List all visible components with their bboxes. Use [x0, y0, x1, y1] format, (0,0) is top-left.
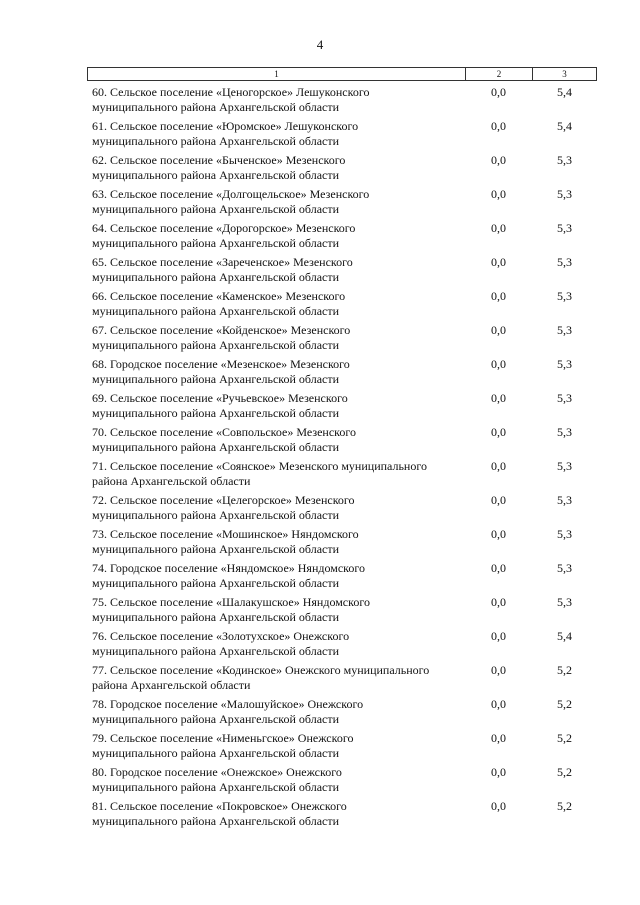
value-cell-col3: 5,4: [557, 85, 572, 99]
settlement-district-line: муниципального района Архангельской области: [92, 167, 340, 182]
value-cell-col3: 5,3: [557, 561, 572, 575]
value-cell-col2: 0,0: [491, 85, 506, 99]
settlement-name-line: 81. Сельское поселение «Покровское» Онежского: [92, 799, 347, 813]
settlement-name-line: 73. Сельское поселение «Мошинское» Няндомского: [92, 527, 359, 541]
value-cell-col3: 5,3: [557, 357, 572, 371]
value-cell-col2: 0,0: [491, 323, 506, 337]
settlement-district-line: муниципального района Архангельской области: [92, 405, 340, 420]
settlement-name-line: 80. Городское поселение «Онежское» Онежского: [92, 765, 342, 779]
settlement-name-line: 75. Сельское поселение «Шалакушское» Няндомского: [92, 595, 370, 609]
settlement-name-line: 72. Сельское поселение «Целегорское» Мезенского: [92, 493, 355, 507]
settlement-name-cell: [87, 459, 465, 489]
table-row: [87, 455, 597, 489]
value-cell-col2: 0,0: [491, 697, 506, 711]
value-cell-col2: 0,0: [491, 119, 506, 133]
settlement-name-cell: [87, 697, 465, 727]
settlement-name-line: 64. Сельское поселение «Дорогорское» Мезенского: [92, 221, 356, 235]
settlement-name-line: 60. Сельское поселение «Ценогорское» Лешуконского: [92, 85, 370, 99]
table-row: [87, 761, 597, 795]
table-header-row: [87, 67, 597, 81]
value-cell-col2: 0,0: [491, 663, 506, 677]
settlement-name-line: 65. Сельское поселение «Зареченское» Мезенского: [92, 255, 353, 269]
settlement-district-line: муниципального района Архангельской области: [92, 643, 340, 658]
settlement-district-line: муниципального района Архангельской области: [92, 575, 340, 590]
settlement-district-line: муниципального района Архангельской области: [92, 371, 340, 386]
settlement-district-line: муниципального района Архангельской области: [92, 541, 340, 556]
settlement-district-line: района Архангельской области: [92, 677, 251, 692]
settlement-name-cell: [87, 765, 465, 795]
settlement-name-cell: [87, 595, 465, 625]
value-cell-col3: 5,2: [557, 731, 572, 745]
settlement-district-line: муниципального района Архангельской области: [92, 813, 340, 828]
settlement-name-cell: [87, 119, 465, 149]
settlement-district-line: муниципального района Архангельской области: [92, 745, 340, 760]
table-row: [87, 625, 597, 659]
value-cell-col3: 5,3: [557, 323, 572, 337]
settlement-name-line: 68. Городское поселение «Мезенское» Мезенского: [92, 357, 350, 371]
settlement-name-line: 69. Сельское поселение «Ручьевское» Мезенского: [92, 391, 348, 405]
table-row: [87, 115, 597, 149]
value-cell-col2: 0,0: [491, 493, 506, 507]
settlement-district-line: муниципального района Архангельской области: [92, 201, 340, 216]
settlement-name-line: 74. Городское поселение «Няндомское» Няндомского: [92, 561, 366, 575]
value-cell-col2: 0,0: [491, 799, 506, 813]
settlement-name-cell: [87, 425, 465, 455]
table-row: [87, 591, 597, 625]
value-cell-col3: 5,3: [557, 391, 572, 405]
value-cell-col2: 0,0: [491, 187, 506, 201]
settlement-district-line: района Архангельской области: [92, 473, 251, 488]
settlement-district-line: муниципального района Архангельской области: [92, 235, 340, 250]
settlement-name-cell: [87, 221, 465, 251]
value-cell-col3: 5,4: [557, 119, 572, 133]
settlement-name-cell: [87, 493, 465, 523]
value-cell-col2: 0,0: [491, 731, 506, 745]
table-row: [87, 727, 597, 761]
value-cell-col2: 0,0: [491, 425, 506, 439]
value-cell-col3: 5,4: [557, 629, 572, 643]
settlement-name-cell: [87, 731, 465, 761]
value-cell-col2: 0,0: [491, 527, 506, 541]
value-cell-col3: 5,3: [557, 527, 572, 541]
value-cell-col3: 5,3: [557, 493, 572, 507]
value-cell-col3: 5,3: [557, 595, 572, 609]
settlement-name-cell: [87, 323, 465, 353]
data-table: [87, 67, 597, 829]
table-row: [87, 319, 597, 353]
settlement-name-line: 62. Сельское поселение «Быченское» Мезенского: [92, 153, 346, 167]
settlement-name-line: 61. Сельское поселение «Юромское» Лешуконского: [92, 119, 359, 133]
settlement-name-cell: [87, 357, 465, 387]
settlement-name-cell: [87, 289, 465, 319]
settlement-name-line: 67. Сельское поселение «Койденское» Мезенского: [92, 323, 351, 337]
settlement-name-line: 77. Сельское поселение «Кодинское» Онежского муниципального: [92, 663, 430, 677]
value-cell-col2: 0,0: [491, 221, 506, 235]
settlement-district-line: муниципального района Архангельской области: [92, 779, 340, 794]
column-header-1: 1: [87, 68, 465, 80]
table-row: [87, 81, 597, 115]
value-cell-col2: 0,0: [491, 153, 506, 167]
settlement-district-line: муниципального района Архангельской области: [92, 507, 340, 522]
value-cell-col3: 5,3: [557, 153, 572, 167]
settlement-name-line: 63. Сельское поселение «Долгощельское» Мезенского: [92, 187, 370, 201]
table-row: [87, 149, 597, 183]
settlement-name-cell: [87, 527, 465, 557]
table-row: [87, 489, 597, 523]
table-row: [87, 693, 597, 727]
settlement-name-cell: [87, 629, 465, 659]
settlement-name-line: 79. Сельское поселение «Нименьгское» Онежского: [92, 731, 354, 745]
column-header-2: 2: [465, 68, 532, 80]
value-cell-col2: 0,0: [491, 357, 506, 371]
settlement-name-cell: [87, 187, 465, 217]
value-cell-col3: 5,3: [557, 187, 572, 201]
value-cell-col3: 5,3: [557, 255, 572, 269]
settlement-name-cell: [87, 85, 465, 115]
value-cell-col2: 0,0: [491, 289, 506, 303]
table-row: [87, 523, 597, 557]
table-row: [87, 285, 597, 319]
value-cell-col3: 5,3: [557, 221, 572, 235]
value-cell-col3: 5,3: [557, 459, 572, 473]
settlement-name-cell: [87, 153, 465, 183]
value-cell-col3: 5,2: [557, 697, 572, 711]
settlement-name-line: 70. Сельское поселение «Совпольское» Мезенского: [92, 425, 357, 439]
settlement-district-line: муниципального района Архангельской области: [92, 337, 340, 352]
value-cell-col3: 5,2: [557, 765, 572, 779]
value-cell-col2: 0,0: [491, 595, 506, 609]
settlement-name-cell: [87, 561, 465, 591]
settlement-district-line: муниципального района Архангельской области: [92, 711, 340, 726]
settlement-name-line: 66. Сельское поселение «Каменское» Мезенского: [92, 289, 346, 303]
settlement-district-line: муниципального района Архангельской области: [92, 133, 340, 148]
value-cell-col2: 0,0: [491, 459, 506, 473]
table-row: [87, 217, 597, 251]
table-body: [87, 81, 597, 829]
table-row: [87, 421, 597, 455]
settlement-district-line: муниципального района Архангельской области: [92, 609, 340, 624]
settlement-district-line: муниципального района Архангельской области: [92, 303, 340, 318]
table-row: [87, 795, 597, 829]
table-row: [87, 557, 597, 591]
table-row: [87, 387, 597, 421]
table-row: [87, 251, 597, 285]
table-row: [87, 183, 597, 217]
settlement-name-line: 76. Сельское поселение «Золотухское» Онежского: [92, 629, 350, 643]
value-cell-col2: 0,0: [491, 391, 506, 405]
value-cell-col2: 0,0: [491, 561, 506, 575]
column-header-3: 3: [532, 68, 597, 80]
settlement-name-cell: [87, 391, 465, 421]
settlement-district-line: муниципального района Архангельской области: [92, 99, 340, 114]
page-number: 4: [316, 37, 324, 52]
table-row: [87, 353, 597, 387]
value-cell-col2: 0,0: [491, 765, 506, 779]
settlement-name-cell: [87, 255, 465, 285]
settlement-name-cell: [87, 799, 465, 829]
settlement-district-line: муниципального района Архангельской области: [92, 269, 340, 284]
table-row: [87, 659, 597, 693]
settlement-district-line: муниципального района Архангельской области: [92, 439, 340, 454]
settlement-name-cell: [87, 663, 465, 693]
value-cell-col3: 5,2: [557, 663, 572, 677]
value-cell-col3: 5,2: [557, 799, 572, 813]
value-cell-col3: 5,3: [557, 425, 572, 439]
settlement-name-line: 71. Сельское поселение «Соянское» Мезенского муниципального: [92, 459, 427, 473]
value-cell-col3: 5,3: [557, 289, 572, 303]
value-cell-col2: 0,0: [491, 629, 506, 643]
value-cell-col2: 0,0: [491, 255, 506, 269]
settlement-name-line: 78. Городское поселение «Малошуйское» Онежского: [92, 697, 364, 711]
